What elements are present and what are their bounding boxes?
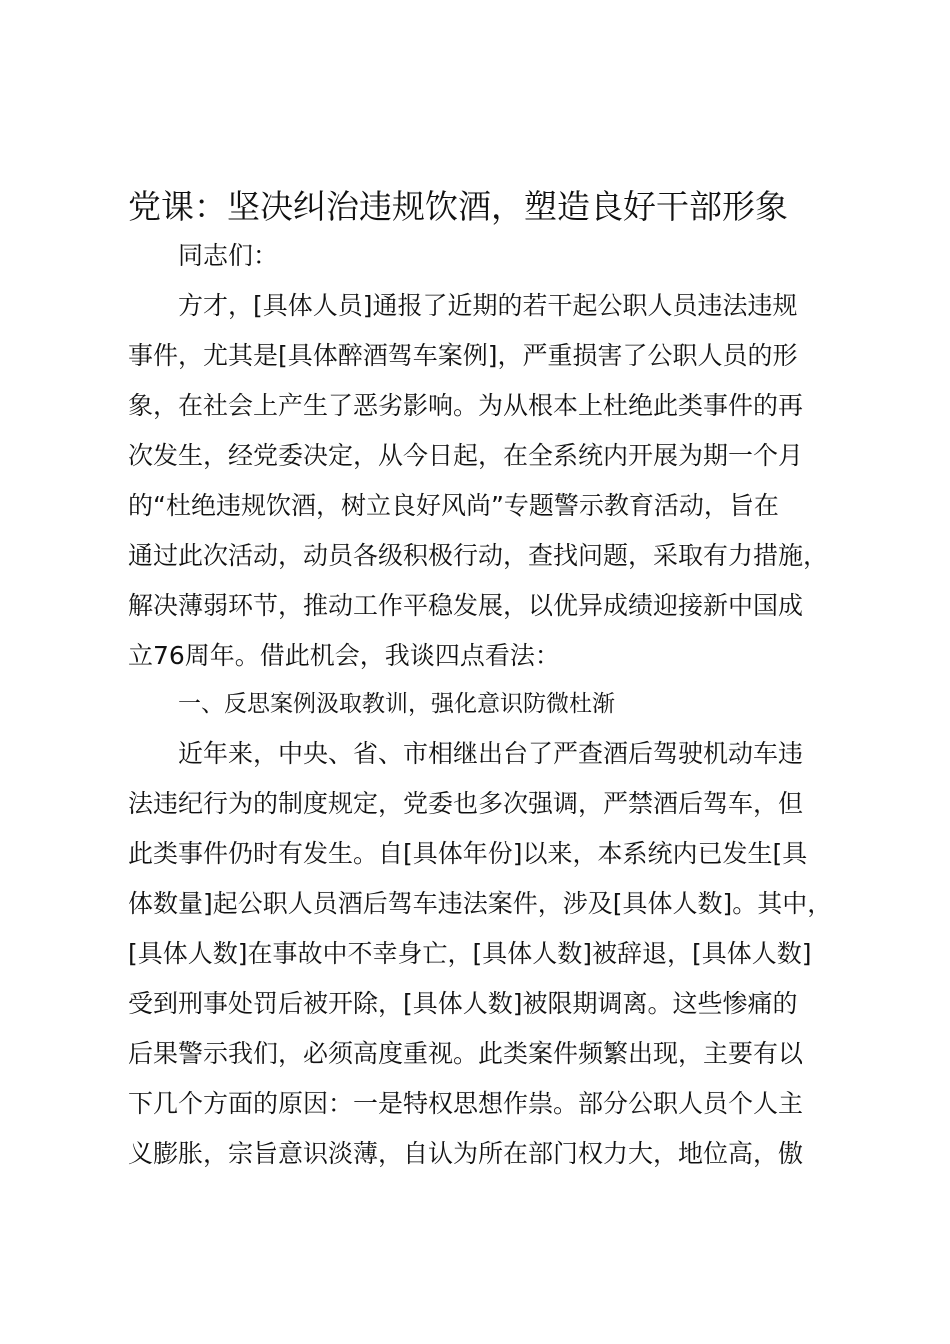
paragraph-line: 象，在社会上产生了恶劣影响。为从根本上杜绝此类事件的再 xyxy=(128,391,804,420)
paragraph-line: 后果警示我们，必须高度重视。此类案件频繁出现，主要有以 xyxy=(128,1039,804,1068)
paragraph-line: 立76周年。借此机会，我谈四点看法： xyxy=(128,641,560,670)
paragraph-line: 此类事件仍时有发生。自[具体年份]以来，本系统内已发生[具 xyxy=(128,839,808,868)
paragraph-line: 法违纪行为的制度规定，党委也多次强调，严禁酒后驾车，但 xyxy=(128,789,804,818)
paragraph-line: 解决薄弱环节，推动工作平稳发展，以优异成绩迎接新中国成 xyxy=(128,591,804,620)
paragraph-line: 受到刑事处罚后被开除，[具体人数]被限期调离。这些惨痛的 xyxy=(128,989,798,1018)
document-title: 党课：坚决纠治违规饮酒，塑造良好干部形象 xyxy=(128,187,788,226)
section-heading-1: 一、反思案例汲取教训，强化意识防微杜渐 xyxy=(178,691,615,717)
paragraph-line: 义膨胀，宗旨意识淡薄，自认为所在部门权力大，地位高，傲 xyxy=(128,1139,804,1168)
paragraph-line: 次发生，经党委决定，从今日起，在全系统内开展为期一个月 xyxy=(128,441,804,470)
paragraph-line: 近年来，中央、省、市相继出台了严查酒后驾驶机动车违 xyxy=(178,739,804,768)
salutation: 同志们： xyxy=(178,241,279,270)
paragraph-line: 的“杜绝违规饮酒，树立良好风尚”专题警示教育活动，旨在 xyxy=(128,491,779,520)
paragraph-line: 事件，尤其是[具体醉酒驾车案例]，严重损害了公职人员的形 xyxy=(128,341,798,370)
paragraph-line: [具体人数]在事故中不幸身亡，[具体人数]被辞退，[具体人数] xyxy=(128,939,812,968)
paragraph-line: 体数量]起公职人员酒后驾车违法案件，涉及[具体人数]。其中， xyxy=(128,889,833,918)
paragraph-line: 通过此次活动，动员各级积极行动，查找问题，采取有力措施， xyxy=(128,541,829,570)
paragraph-line: 下几个方面的原因：一是特权思想作祟。部分公职人员个人主 xyxy=(128,1089,804,1118)
paragraph-line: 方才，[具体人员]通报了近期的若干起公职人员违法违规 xyxy=(178,291,798,320)
